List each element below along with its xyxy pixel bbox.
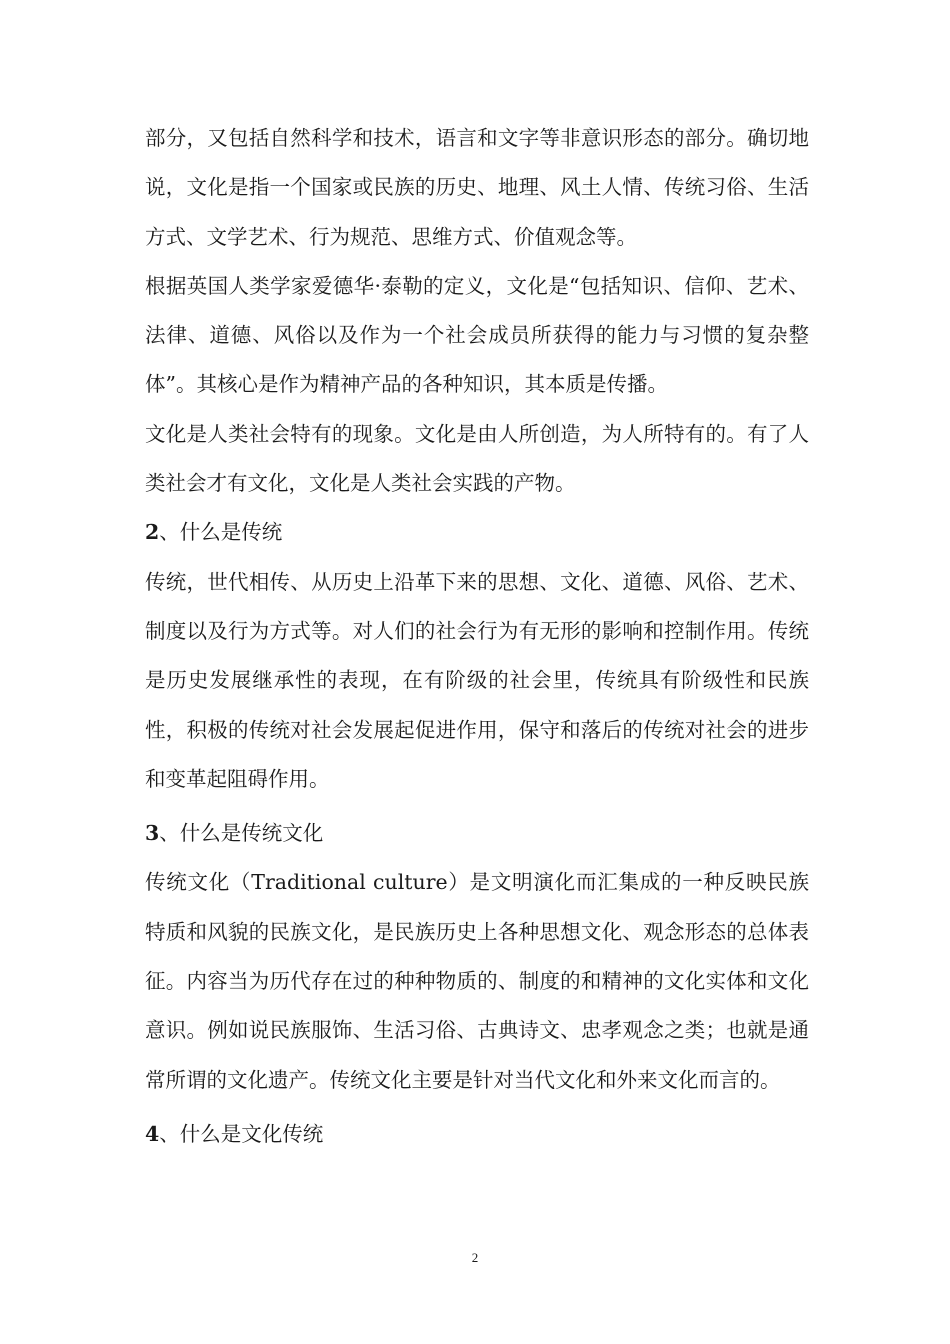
section-title: 、什么是传统文化 [159,821,324,846]
section-title: 、什么是传统 [159,520,283,545]
document-body [145,114,809,1159]
paragraph-tradition: 传统，世代相传、从历史上沿革下来的思想、文化、道德、风俗、艺术、制度以及行为方式等。对人们的社会行为有无形的影响和控制作用。传统是历史发展继承性的表现，在有阶级的社会里，传统具有阶级性和民族性，积极的传统对社会发展起促进作用，保守和落后的传统对社会的进步和变革起阻碍作用。 [145,569,809,791]
section-heading-traditional-culture [145,809,809,858]
paragraph-tylor-definition: 根据英国人类学家爱德华·泰勒的定义，文化是“包括知识、信仰、艺术、法律、道德、风俗以及作为一个社会成员所获得的能力与习惯的复杂整体”。其核心是作为精神产品的各种知识，其本质是传播。 [145,273,809,397]
page-number: 2 [471,1250,479,1265]
section-title: 、什么是文化传统 [159,1121,324,1146]
section-number: 4 [145,1121,160,1146]
section-heading-cultural-tradition [145,1110,809,1159]
paragraph-traditional-culture: 传统文化（Traditional culture）是文明演化而汇集成的一种反映民族特质和风貌的民族文化，是民族历史上各种思想文化、观念形态的总体表征。内容当为历代存在过的种种物质的、制度的和精神的文化实体和文化意识。例如说民族服饰、生活习俗、古典诗文、忠孝观念之类；也就是通常所谓的文化遗产。传统文化主要是针对当代文化和外来文化而言的。 [145,870,809,1092]
section-number: 3 [145,821,160,846]
paragraph-culture-definition: 部分，又包括自然科学和技术，语言和文字等非意识形态的部分。确切地说，文化是指一个国家或民族的历史、地理、风土人情、传统习俗、生活方式、文学艺术、行为规范、思维方式、价值观念等。 [145,126,809,249]
paragraph-culture-human-society: 文化是人类社会特有的现象。文化是由人所创造，为人所特有的。有了人类社会才有文化，文化是人类社会实践的产物。 [145,421,809,496]
section-number: 2 [145,520,160,545]
section-heading-tradition [145,508,809,557]
